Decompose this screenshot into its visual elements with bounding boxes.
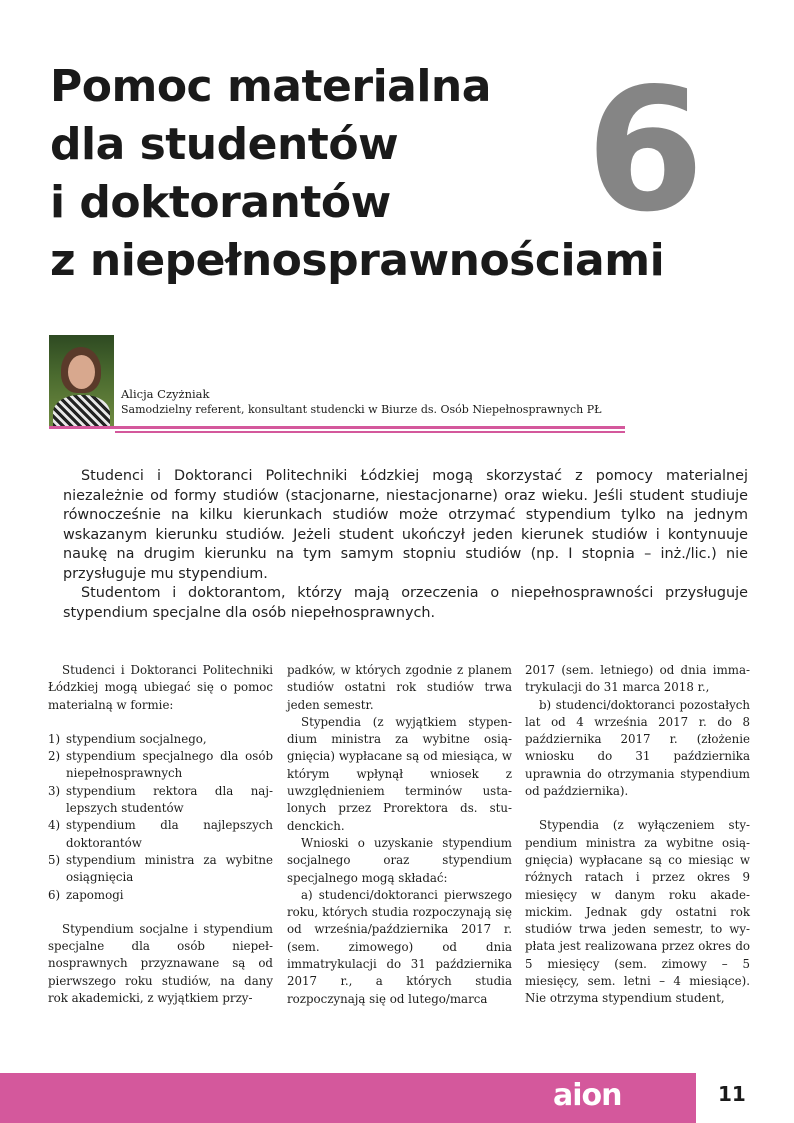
page-number: 11	[718, 1082, 746, 1106]
column-paragraph: Stypendia (z wyjątkiem stypendium ministra za wybitne osiągnięcia) wypłacane są od miesiąca, w którym wpłynął wniosek z uwzględnieniem terminów ustalonych przez Prorektora ds. studenckich.	[287, 714, 512, 833]
column-paragraph: Studenci i Doktoranci Politechniki Łódzkiej mogą ubiegać się o pomoc materialną w formie:	[48, 663, 273, 712]
column-paragraph: Wnioski o uzyskanie stypendium socjalnego oraz stypendium specjalnego mogą składać:	[287, 835, 512, 885]
aid-forms-list	[48, 731, 273, 904]
list-item: 5) stypendium ministra za wybitne osiągnięcia	[48, 852, 273, 885]
column-paragraph: a) studenci/doktoranci pierwszego roku, których studia rozpoczynają się od września/października 2017 r. (sem. zimowego) od dnia immatrykulacji do 31 października 2017 r., a których studia rozpoczynają się od lutego/marca	[287, 887, 512, 1006]
intro-lead	[63, 467, 748, 623]
author-divider	[49, 426, 625, 429]
publisher-logo: aion	[553, 1078, 622, 1113]
title-line-2: dla studentów	[50, 119, 399, 170]
text-column-1	[48, 662, 273, 1007]
list-item: 1) stypendium socjalnego,	[48, 731, 207, 746]
chapter-number: 6	[586, 52, 705, 250]
column-paragraph: Stypendia (z wyłączeniem stypendium ministra za wybitne osiągnięcia) wypłacane są co miesiąc w różnych ratach i przez okres 9 miesięcy w danym roku akademickim. Jednak gdy ostatni rok studiów trwa jeden semestr, to wypłata jest realizowana przez okres do 5 miesięcy (sem. zimowy – 5 miesięcy, sem. letni – 4 miesiące). Nie otrzyma stypendium student,	[525, 818, 750, 1006]
author-name: Alicja Czyżniak	[121, 387, 210, 401]
text-column-2	[287, 662, 512, 1008]
title-line-4: z niepełnosprawnościami	[50, 235, 665, 286]
list-item: 3) stypendium rektora dla najlepszych studentów	[48, 783, 273, 816]
text-column-3	[525, 662, 750, 1008]
list-item: 4) stypendium dla najlepszych doktorantów	[48, 818, 273, 850]
author-photo	[49, 335, 114, 426]
list-item: 6) zapomogi	[48, 887, 124, 902]
column-paragraph: b) studenci/doktoranci pozostałych lat od 4 września 2017 r. do 8 października 2017 r. (złożenie wniosku do 31 października uprawnia do otrzymania stypendium od października).	[525, 697, 750, 799]
title-line-1: Pomoc materialna	[50, 61, 491, 112]
list-item: 2) stypendium specjalnego dla osób niepełnosprawnych	[48, 749, 273, 781]
column-paragraph: padków, w których zgodnie z planem studiów ostatni rok studiów trwa jeden semestr.	[287, 663, 512, 712]
intro-paragraph-2: Studentom i doktorantom, którzy mają orzeczenia o niepełnosprawności przysługuje stypendium specjalne dla osób niepełnosprawnych.	[63, 585, 748, 621]
author-role: Samodzielny referent, konsultant studencki w Biurze ds. Osób Niepełnosprawnych PŁ	[121, 403, 602, 416]
column-paragraph: Stypendium socjalne i stypendium specjalne dla osób niepełnosprawnych przyznawane są od pierwszego roku studiów, na dany rok akademicki, z wyjątkiem przy-	[48, 921, 273, 1006]
author-divider-thin	[115, 431, 625, 433]
column-paragraph: 2017 (sem. letniego) od dnia immatrykulacji do 31 marca 2018 r.,	[525, 663, 750, 695]
title-line-3: i doktorantów	[50, 177, 391, 228]
intro-paragraph-1: Studenci i Doktoranci Politechniki Łódzkiej mogą skorzystać z pomocy materialnej niezależnie od formy studiów (stacjonarne, niestacjonarne) oraz wieku. Jeśli student studiuje równocześnie na kilku kierunkach studiów może otrzymać stypendium tylko na jednym wskazanym kierunku studiów. Jeżeli student ukończył jeden kierunek studiów i kontynuuje naukę na drugim kierunku na tym samym stopniu studiów (np. I stopnia – inż./lic.) nie przysługuje mu stypendium.	[63, 468, 748, 582]
